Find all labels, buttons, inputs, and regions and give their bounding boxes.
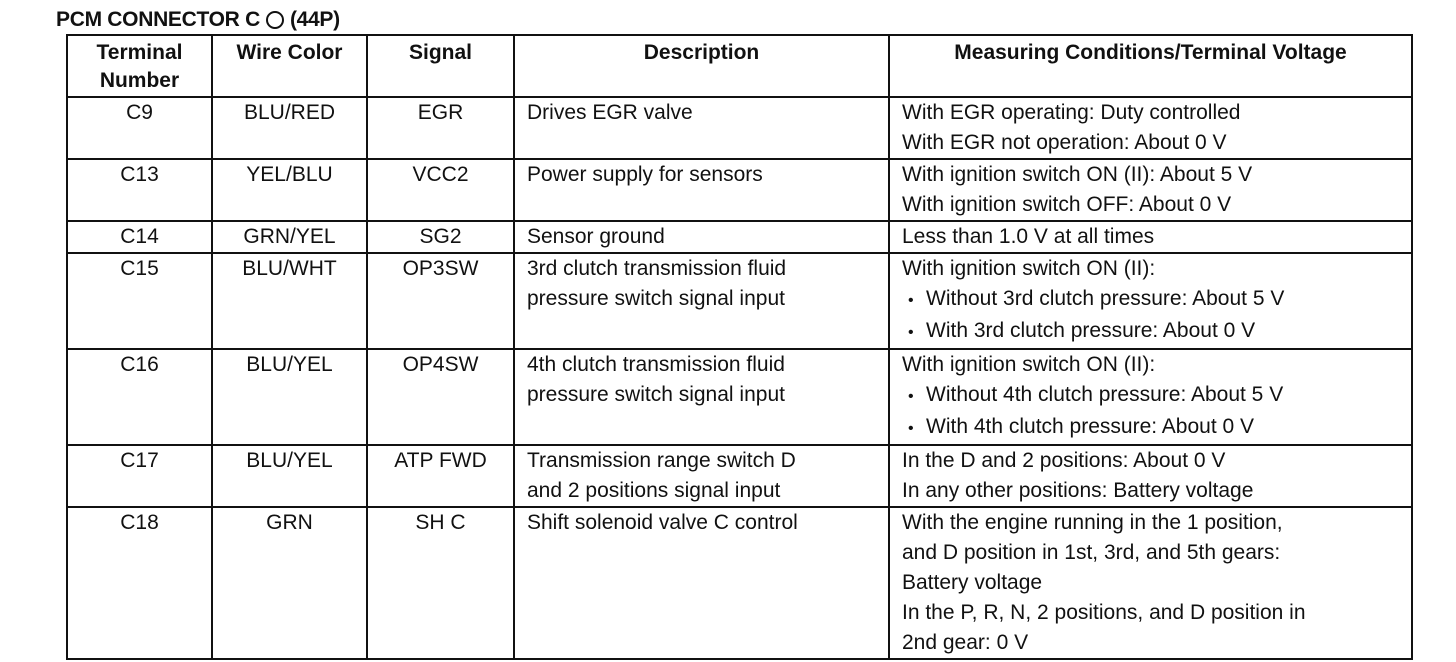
measuring-line: In any other positions: Battery voltage (902, 479, 1254, 502)
description-cell (514, 221, 889, 253)
table-row (67, 445, 1412, 507)
measuring-line: 2nd gear: 0 V (902, 631, 1029, 654)
signal-cell (367, 349, 514, 445)
terminal-number: C16 (120, 353, 159, 376)
female-connector-circle-icon (266, 11, 284, 29)
header-row (67, 35, 1412, 97)
measuring-bullet: • With 4th clutch pressure: About 0 V (902, 412, 1407, 444)
signal-cell (367, 221, 514, 253)
measuring-line: With the engine running in the 1 position, (902, 511, 1283, 534)
measuring-cell (889, 97, 1412, 159)
measuring-cell (889, 507, 1412, 659)
measuring-bullet: • Without 3rd clutch pressure: About 5 V (902, 284, 1407, 316)
description-line: pressure switch signal input (527, 287, 785, 310)
table-row (67, 97, 1412, 159)
measuring-line: With ignition switch ON (II): About 5 V (902, 163, 1253, 186)
signal-name: SG2 (419, 225, 462, 248)
signal-cell (367, 159, 514, 221)
description-cell (514, 349, 889, 445)
header-description: Description (514, 35, 889, 97)
measuring-bullet: • Without 4th clutch pressure: About 5 V (902, 380, 1407, 412)
wire-color-cell (212, 507, 367, 659)
measuring-line: With ignition switch OFF: About 0 V (902, 193, 1232, 216)
measuring-line: Less than 1.0 V at all times (902, 225, 1155, 248)
wire-color: BLU/YEL (246, 353, 333, 376)
signal-name: ATP FWD (394, 449, 487, 472)
signal-name: OP4SW (402, 353, 479, 376)
wire-color: GRN (266, 511, 313, 534)
terminal-number: C17 (120, 449, 159, 472)
wire-color-cell (212, 253, 367, 349)
measuring-cell (889, 445, 1412, 507)
measuring-line: With ignition switch ON (II): (902, 353, 1156, 376)
signal-cell (367, 445, 514, 507)
wire-color-cell (212, 349, 367, 445)
description-line: Power supply for sensors (527, 163, 763, 186)
measuring-line: With ignition switch ON (II): (902, 257, 1156, 280)
header-signal: Signal (367, 35, 514, 97)
connector-table (66, 34, 1413, 660)
description-line: Transmission range switch D (527, 449, 796, 472)
description-cell (514, 445, 889, 507)
title-text: PCM CONNECTOR C (56, 8, 260, 31)
measuring-bullet: • With 3rd clutch pressure: About 0 V (902, 316, 1407, 348)
signal-cell (367, 507, 514, 659)
terminal-cell (67, 159, 212, 221)
signal-name: EGR (417, 101, 464, 124)
terminal-cell (67, 445, 212, 507)
description-line: Shift solenoid valve C control (527, 511, 798, 534)
pin-count: (44P) (289, 8, 340, 31)
table-row (67, 159, 1412, 221)
description-line: 4th clutch transmission fluid (527, 353, 785, 376)
signal-cell (367, 97, 514, 159)
measuring-cell (889, 349, 1412, 445)
measuring-line: Battery voltage (902, 571, 1043, 594)
measuring-cell (889, 221, 1412, 253)
description-cell (514, 507, 889, 659)
wire-color-cell (212, 97, 367, 159)
wire-color: GRN/YEL (243, 225, 336, 248)
wire-color: BLU/RED (243, 101, 336, 124)
wire-color-cell (212, 159, 367, 221)
signal-cell (367, 253, 514, 349)
terminal-number: C18 (120, 511, 159, 534)
wire-color-cell (212, 445, 367, 507)
table-row (67, 221, 1412, 253)
wire-color-cell (212, 221, 367, 253)
wire-color: BLU/WHT (242, 257, 337, 280)
description-cell (514, 253, 889, 349)
measuring-line: In the P, R, N, 2 positions, and D position in (902, 601, 1306, 624)
terminal-number: C13 (120, 163, 159, 186)
terminal-cell (67, 349, 212, 445)
measuring-cell (889, 253, 1412, 349)
wire-color: YEL/BLU (246, 163, 333, 186)
table-body (67, 97, 1412, 659)
header-measuring-conditions: Measuring Conditions/Terminal Voltage (889, 35, 1412, 97)
terminal-cell (67, 507, 212, 659)
description-line: Sensor ground (527, 225, 665, 248)
measuring-line: and D position in 1st, 3rd, and 5th gears: (902, 541, 1281, 564)
description-cell (514, 97, 889, 159)
description-cell (514, 159, 889, 221)
measuring-line: With EGR not operation: About 0 V (902, 131, 1227, 154)
terminal-number: C14 (120, 225, 159, 248)
measuring-line: In the D and 2 positions: About 0 V (902, 449, 1226, 472)
description-line: 3rd clutch transmission fluid (527, 257, 787, 280)
measuring-line: With EGR operating: Duty controlled (902, 101, 1241, 124)
page-title (56, 8, 340, 32)
terminal-cell (67, 97, 212, 159)
signal-name: VCC2 (412, 163, 469, 186)
terminal-cell (67, 253, 212, 349)
description-line: and 2 positions signal input (527, 479, 781, 502)
description-line: pressure switch signal input (527, 383, 785, 406)
header-wire-color: Wire Color (212, 35, 367, 97)
terminal-number: C9 (126, 101, 153, 124)
signal-name: SH C (415, 511, 466, 534)
wire-color: BLU/YEL (246, 449, 333, 472)
terminal-number: C15 (120, 257, 159, 280)
table-row (67, 253, 1412, 349)
signal-name: OP3SW (402, 257, 479, 280)
description-line: Drives EGR valve (527, 101, 693, 124)
table-row (67, 349, 1412, 445)
measuring-cell (889, 159, 1412, 221)
terminal-cell (67, 221, 212, 253)
table-row (67, 507, 1412, 659)
header-terminal-number: Terminal Number (67, 35, 212, 97)
